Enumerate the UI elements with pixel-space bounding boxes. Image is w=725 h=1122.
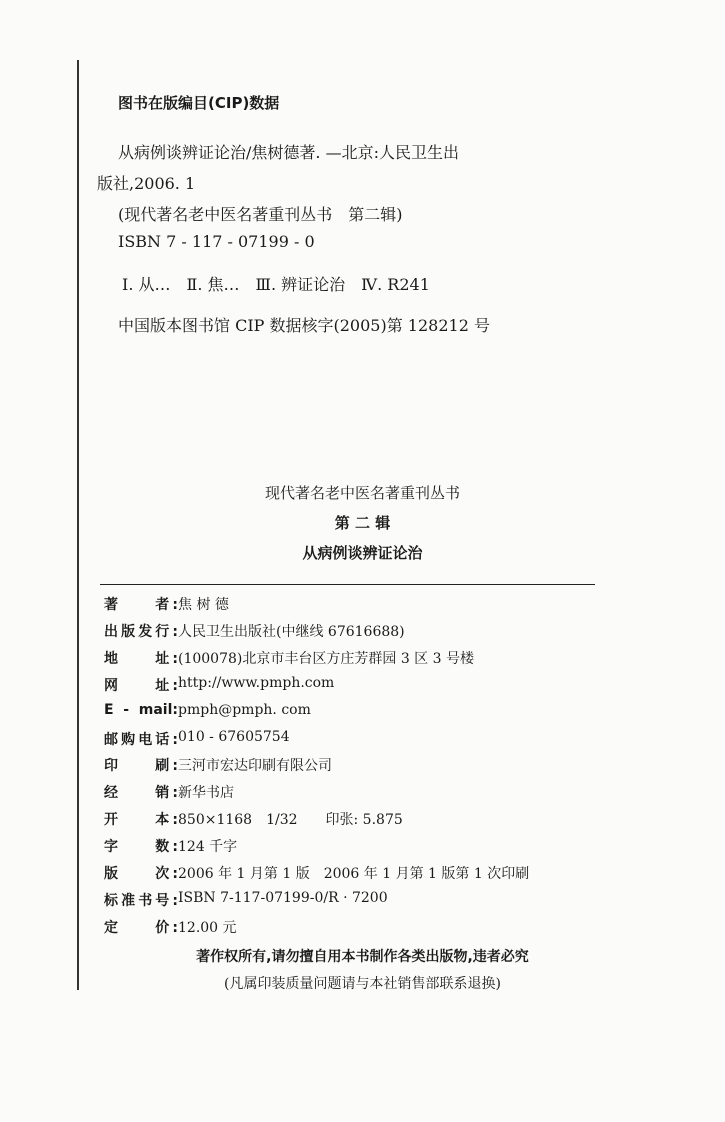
colophon-entry bbox=[0, 755, 725, 777]
book-title: 从病例谈辨证论治 bbox=[302, 544, 423, 562]
colophon-entry bbox=[0, 809, 725, 831]
cip-classification: Ⅰ. 从… Ⅱ. 焦… Ⅲ. 辨证论治 Ⅳ. R241 bbox=[122, 275, 430, 294]
entry-value: http://www.pmph.com bbox=[178, 674, 335, 691]
entry-label: 著 者: bbox=[104, 597, 178, 613]
entry-value: 124 千字 bbox=[178, 839, 238, 856]
entry-label: 开 本: bbox=[104, 812, 178, 829]
entry-value: pmph@pmph. com bbox=[178, 701, 311, 718]
colophon-entry bbox=[0, 863, 725, 885]
colophon-entry bbox=[0, 621, 725, 643]
entry-value: 12.00 元 bbox=[178, 919, 237, 936]
colophon-entry bbox=[0, 648, 725, 670]
return-notice: (凡属印装质量问题请与本社销售部联系退换) bbox=[224, 976, 501, 992]
cip-line1: 从病例谈辨证论治/焦树德著. —北京:人民卫生出 bbox=[118, 143, 459, 162]
entry-label: E - mail: bbox=[104, 701, 178, 718]
entry-label: 出版发行: bbox=[104, 623, 178, 640]
entry-label: 标准书号: bbox=[104, 892, 178, 909]
entry-value: 010 - 67605754 bbox=[178, 728, 290, 745]
entry-label: 经 销: bbox=[104, 785, 178, 802]
colophon-entry bbox=[0, 702, 725, 724]
entry-label: 字 数: bbox=[104, 839, 178, 856]
cip-series: (现代著名老中医名著重刊丛书 第二辑) bbox=[118, 205, 403, 224]
entry-value: (100078)北京市丰台区方庄芳群园 3 区 3 号楼 bbox=[178, 650, 474, 667]
series-title: 现代著名老中医名著重刊丛书 bbox=[264, 484, 460, 502]
entry-label: 网 址: bbox=[104, 677, 178, 694]
entry-label: 地 址: bbox=[104, 650, 178, 667]
colophon-entry bbox=[0, 890, 725, 912]
cip-line2: 版社,2006. 1 bbox=[97, 174, 196, 193]
entry-label: 版 次: bbox=[104, 866, 178, 882]
entry-label: 邮购电话: bbox=[104, 731, 178, 748]
volume: 第 二 辑 bbox=[334, 514, 391, 532]
entry-value: 人民卫生出版社(中继线 67616688) bbox=[178, 623, 405, 640]
entry-value: 新华书店 bbox=[178, 785, 234, 802]
entry-label: 定 价: bbox=[104, 919, 178, 936]
entry-value: ISBN 7-117-07199-0/R · 7200 bbox=[178, 889, 388, 906]
entry-value: 焦 树 德 bbox=[178, 597, 229, 613]
entry-label: 印 刷: bbox=[104, 758, 178, 775]
colophon-entry bbox=[0, 675, 725, 697]
entry-value: 2006 年 1 月第 1 版 2006 年 1 月第 1 版第 1 次印刷 bbox=[178, 866, 530, 882]
divider bbox=[100, 584, 595, 585]
colophon-entry bbox=[0, 729, 725, 751]
copyright-notice: 著作权所有,请勿擅自用本书制作各类出版物,违者必究 bbox=[196, 949, 529, 965]
cip-number: 中国版本图书馆 CIP 数据核字(2005)第 128212 号 bbox=[118, 316, 490, 335]
colophon-entry bbox=[0, 782, 725, 804]
entry-value: 850×1168 1/32 印张: 5.875 bbox=[178, 812, 403, 829]
cip-isbn: ISBN 7 - 117 - 07199 - 0 bbox=[118, 232, 315, 251]
colophon-entry bbox=[0, 594, 725, 616]
cip-heading: 图书在版编目(CIP)数据 bbox=[118, 94, 280, 112]
colophon-entry bbox=[0, 917, 725, 939]
colophon-entry bbox=[0, 836, 725, 858]
entry-value: 三河市宏达印刷有限公司 bbox=[178, 758, 332, 775]
